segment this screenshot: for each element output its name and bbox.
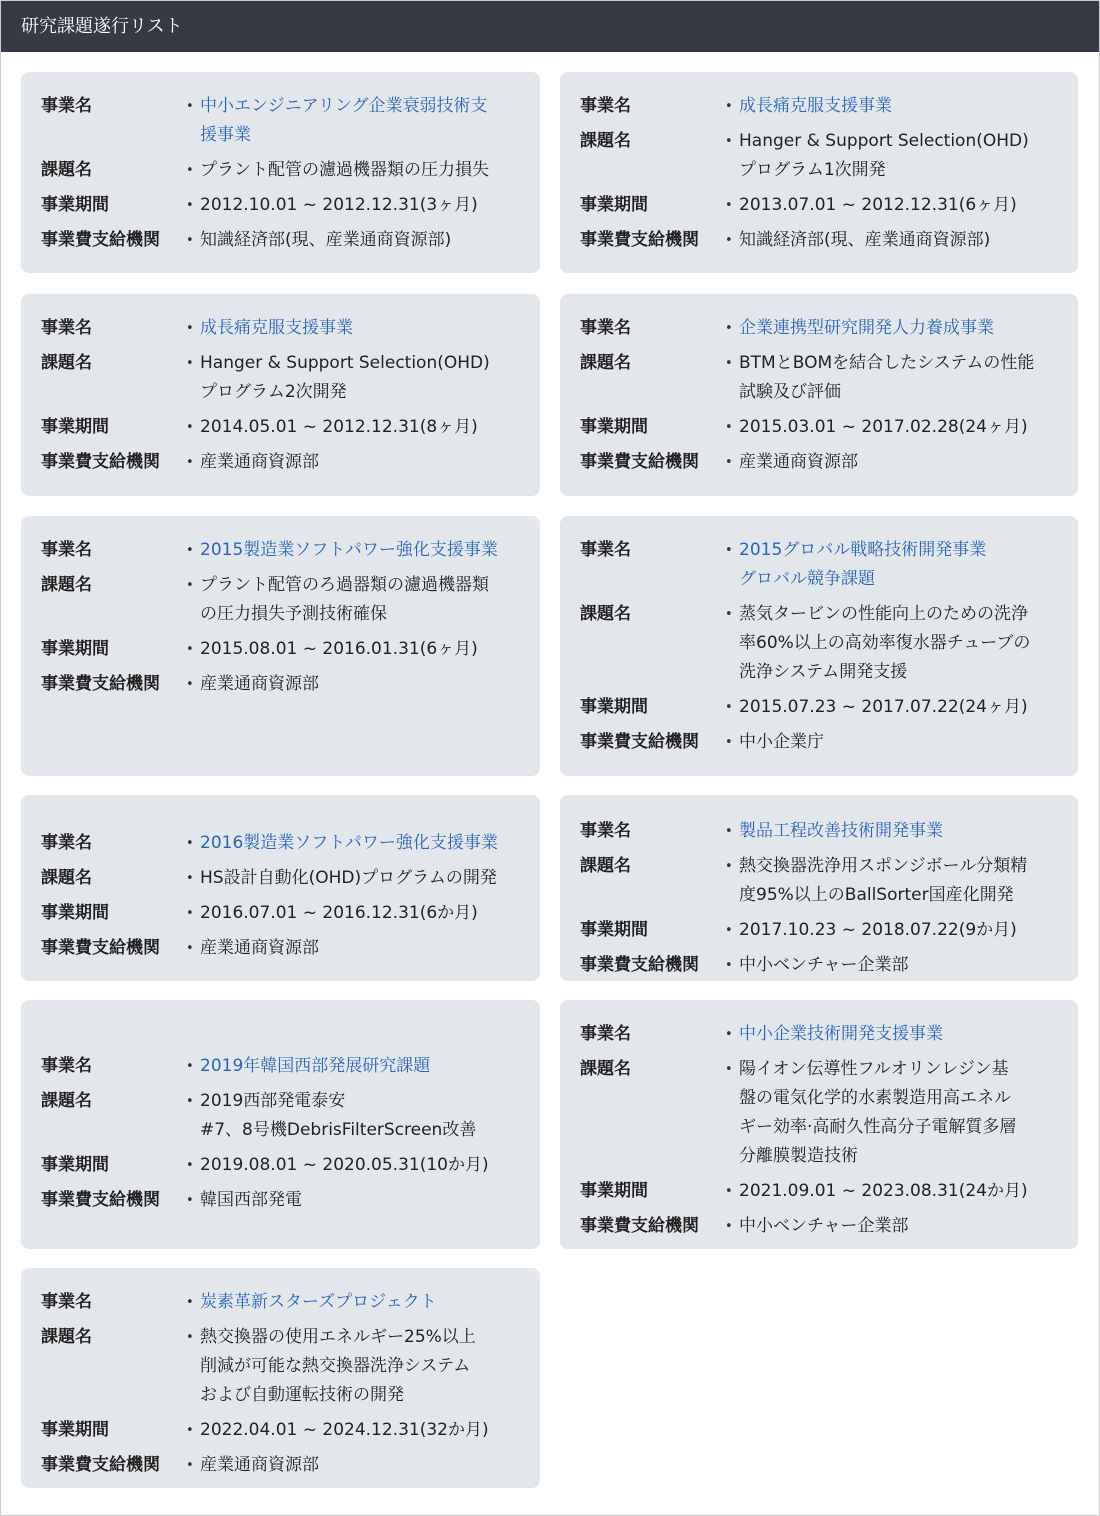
project-card	[21, 795, 540, 981]
period-value	[186, 191, 489, 226]
task-line: 度95%以上のBallSorter国産化開発	[739, 885, 1014, 905]
period-label: 事業期間	[580, 1181, 648, 1201]
business-row	[580, 536, 1030, 600]
period-value	[186, 1151, 489, 1186]
business-value[interactable]	[186, 1052, 489, 1087]
business-label: 事業名	[41, 540, 92, 560]
agency-text: 知識経済部(現、産業通商資源部)	[200, 230, 452, 250]
agency-text: 知識経済部(現、産業通商資源部)	[739, 230, 991, 250]
business-line: グロバル競争課題	[739, 569, 875, 589]
project-details	[41, 1288, 489, 1486]
task-line: 盤の電気化学的水素製造用高エネル	[739, 1088, 1011, 1108]
agency-value	[186, 934, 498, 969]
task-line: • HS設計自動化(OHD)プログラムの開発	[200, 868, 497, 888]
period-value	[725, 413, 1034, 448]
agency-value	[186, 1451, 489, 1486]
business-value[interactable]	[725, 536, 1030, 600]
agency-value	[186, 670, 498, 705]
period-text: 2019.08.01 ~ 2020.05.31(10か月)	[200, 1155, 489, 1175]
period-text: 2016.07.01 ~ 2016.12.31(6か月)	[200, 903, 478, 923]
business-value[interactable]	[186, 1288, 489, 1323]
period-row	[580, 1177, 1028, 1212]
task-row	[580, 127, 1029, 191]
project-card	[560, 516, 1078, 776]
project-details	[41, 314, 490, 483]
task-label: 課題名	[41, 1327, 92, 1347]
period-label: 事業期間	[41, 903, 109, 923]
period-row	[41, 413, 490, 448]
task-value	[186, 864, 498, 899]
agency-row	[580, 1212, 1028, 1247]
agency-text: 中小ベンチャー企業部	[739, 1216, 909, 1236]
task-label: 課題名	[41, 1091, 92, 1111]
period-row	[580, 413, 1034, 448]
agency-row	[41, 1186, 489, 1221]
task-line: • Hanger & Support Selection(OHD)	[200, 353, 490, 373]
business-value[interactable]	[186, 829, 498, 864]
business-row	[41, 1288, 489, 1323]
task-line: • 熱交換器の使用エネルギー25%以上	[200, 1327, 476, 1347]
period-label: 事業期間	[580, 920, 648, 940]
task-row	[41, 349, 490, 413]
project-card	[560, 294, 1078, 496]
project-card	[21, 1000, 540, 1249]
agency-row	[41, 934, 498, 969]
agency-text: 産業通商資源部	[200, 674, 319, 694]
agency-row	[580, 226, 1029, 261]
task-row	[41, 864, 498, 899]
task-line: プログラム2次開発	[200, 382, 347, 402]
task-row	[41, 571, 498, 635]
agency-value	[725, 951, 1027, 986]
task-line: 削減が可能な熱交換器洗浄システム	[200, 1356, 471, 1376]
agency-text: 産業通商資源部	[200, 1455, 319, 1475]
agency-label: 事業費支給機関	[580, 1216, 699, 1236]
agency-text: 産業通商資源部	[200, 938, 319, 958]
period-row	[41, 1151, 489, 1186]
task-label: 課題名	[580, 856, 631, 876]
agency-text: 中小ベンチャー企業部	[739, 955, 909, 975]
business-label: 事業名	[580, 96, 631, 116]
task-line: • 熱交換器洗浄用スポンジボール分類精	[739, 856, 1028, 876]
period-row	[41, 899, 498, 934]
period-text: 2015.03.01 ~ 2017.02.28(24ヶ月)	[739, 417, 1028, 437]
agency-value	[725, 226, 1029, 261]
agency-text: 中小企業庁	[739, 732, 824, 752]
task-row	[41, 1087, 489, 1151]
project-details	[41, 536, 498, 705]
agency-label: 事業費支給機関	[41, 1190, 160, 1210]
agency-label: 事業費支給機関	[41, 674, 160, 694]
business-value[interactable]	[725, 1020, 1028, 1055]
task-label: 課題名	[41, 160, 92, 180]
task-label: 課題名	[41, 868, 92, 888]
task-value	[186, 571, 498, 635]
business-label: 事業名	[41, 1056, 92, 1076]
agency-value	[186, 448, 490, 483]
task-label: 課題名	[580, 131, 631, 151]
task-value	[186, 1087, 489, 1151]
period-row	[41, 635, 498, 670]
business-line: • 炭素革新スターズプロジェクト	[200, 1292, 437, 1312]
period-value	[186, 1416, 489, 1451]
agency-label: 事業費支給機関	[41, 230, 160, 250]
agency-value	[725, 728, 1030, 763]
agency-label: 事業費支給機関	[580, 230, 699, 250]
period-label: 事業期間	[580, 195, 648, 215]
task-line: • 蒸気タービンの性能向上のための洗浄	[739, 604, 1028, 624]
task-label: 課題名	[41, 353, 92, 373]
business-line: • 製品工程改善技術開発事業	[739, 821, 943, 841]
project-details	[41, 829, 498, 969]
agency-label: 事業費支給機関	[41, 1455, 160, 1475]
project-details	[580, 817, 1027, 986]
task-value	[186, 1323, 489, 1416]
project-card	[21, 294, 540, 496]
period-value	[186, 899, 498, 934]
task-line: 洗浄システム開発支援	[739, 662, 908, 682]
business-row	[580, 1020, 1028, 1055]
agency-label: 事業費支給機関	[41, 452, 160, 472]
business-line: • 2015グロバル戦略技術開発事業	[739, 540, 987, 560]
business-label: 事業名	[580, 540, 631, 560]
project-card	[560, 795, 1078, 981]
agency-text: 産業通商資源部	[739, 452, 858, 472]
agency-label: 事業費支給機関	[580, 732, 699, 752]
business-line: • 2016製造業ソフトパワー強化支援事業	[200, 833, 498, 853]
task-line: 率60%以上の高効率復水器チューブの	[739, 633, 1031, 653]
period-text: 2015.07.23 ~ 2017.07.22(24ヶ月)	[739, 697, 1028, 717]
period-text: 2014.05.01 ~ 2012.12.31(8ヶ月)	[200, 417, 478, 437]
period-value	[725, 191, 1029, 226]
business-value[interactable]	[725, 314, 1034, 349]
business-label: 事業名	[580, 1024, 631, 1044]
period-value	[186, 413, 490, 448]
business-value[interactable]	[725, 817, 1027, 852]
task-row	[580, 852, 1027, 916]
task-line: • プラント配管の濾過機器類の圧力損失	[200, 160, 489, 180]
task-line: および自動運転技術の開発	[200, 1385, 404, 1405]
project-card	[21, 1268, 540, 1488]
agency-text: 産業通商資源部	[200, 452, 319, 472]
agency-value	[725, 1212, 1028, 1247]
project-details	[580, 314, 1034, 483]
business-label: 事業名	[580, 821, 631, 841]
period-label: 事業期間	[41, 195, 109, 215]
business-row	[41, 314, 490, 349]
business-row	[580, 92, 1029, 127]
period-value	[725, 916, 1027, 951]
page-title: 研究課題遂行リスト	[21, 16, 183, 37]
period-value	[725, 1177, 1028, 1212]
period-label: 事業期間	[580, 417, 648, 437]
project-details	[580, 1020, 1028, 1247]
task-label: 課題名	[41, 575, 92, 595]
period-text: 2021.09.01 ~ 2023.08.31(24か月)	[739, 1181, 1028, 1201]
agency-label: 事業費支給機関	[580, 452, 699, 472]
agency-label: 事業費支給機関	[580, 955, 699, 975]
period-row	[580, 693, 1030, 728]
business-line: • 成長痛克服支援事業	[739, 96, 892, 116]
period-row	[580, 916, 1027, 951]
business-value[interactable]	[186, 314, 490, 349]
period-label: 事業期間	[41, 1420, 109, 1440]
project-details	[41, 92, 489, 261]
period-row	[41, 191, 489, 226]
business-line: • 2015製造業ソフトパワー強化支援事業	[200, 540, 498, 560]
task-value	[725, 349, 1034, 413]
agency-row	[41, 448, 490, 483]
business-row	[41, 536, 498, 571]
task-label: 課題名	[580, 1059, 631, 1079]
business-value[interactable]	[186, 536, 498, 571]
business-label: 事業名	[41, 318, 92, 338]
task-line: プログラム1次開発	[739, 160, 886, 180]
project-card	[21, 516, 540, 776]
project-card	[560, 1000, 1078, 1249]
task-label: 課題名	[580, 353, 631, 373]
period-row	[580, 191, 1029, 226]
business-label: 事業名	[580, 318, 631, 338]
task-value	[725, 1055, 1028, 1177]
period-value	[186, 635, 498, 670]
page-header	[1, 1, 1099, 52]
business-label: 事業名	[41, 1292, 92, 1312]
agency-row	[580, 951, 1027, 986]
business-row	[41, 1052, 489, 1087]
agency-text: 韓国西部発電	[200, 1190, 302, 1210]
task-row	[580, 349, 1034, 413]
business-label: 事業名	[41, 96, 92, 116]
task-line: 試験及び評価	[739, 382, 841, 402]
agency-row	[580, 448, 1034, 483]
project-details	[41, 1052, 489, 1221]
task-line: 分離膜製造技術	[739, 1146, 858, 1166]
period-text: 2015.08.01 ~ 2016.01.31(6ヶ月)	[200, 639, 478, 659]
business-line: • 中小企業技術開発支援事業	[739, 1024, 943, 1044]
agency-row	[580, 728, 1030, 763]
period-label: 事業期間	[580, 697, 648, 717]
task-row	[41, 1323, 489, 1416]
task-value	[186, 349, 490, 413]
task-line: • 陽イオン伝導性フルオリンレジン基	[739, 1059, 1009, 1079]
business-value[interactable]	[186, 92, 489, 156]
agency-value	[186, 226, 489, 261]
business-row	[41, 829, 498, 864]
agency-value	[186, 1186, 489, 1221]
task-value	[725, 600, 1030, 693]
task-value	[186, 156, 489, 191]
project-details	[580, 536, 1030, 763]
agency-row	[41, 1451, 489, 1486]
business-line: 援事業	[200, 125, 251, 145]
task-row	[580, 1055, 1028, 1177]
period-text: 2017.10.23 ~ 2018.07.22(9か月)	[739, 920, 1017, 940]
project-card	[21, 72, 540, 273]
business-line: • 中小エンジニアリング企業衰弱技術支	[200, 96, 488, 116]
task-line: • Hanger & Support Selection(OHD)	[739, 131, 1029, 151]
task-line: • 2019西部発電泰安	[200, 1091, 346, 1111]
task-line: ギー効率·高耐久性高分子電解質多層	[739, 1117, 1017, 1137]
period-label: 事業期間	[41, 1155, 109, 1175]
period-label: 事業期間	[41, 639, 109, 659]
business-row	[41, 92, 489, 156]
business-row	[580, 817, 1027, 852]
task-line: • BTMとBOMを結合したシステムの性能	[739, 353, 1035, 373]
agency-row	[41, 226, 489, 261]
business-value[interactable]	[725, 92, 1029, 127]
business-row	[580, 314, 1034, 349]
period-text: 2012.10.01 ~ 2012.12.31(3ヶ月)	[200, 195, 478, 215]
business-line: • 企業連携型研究開発人力養成事業	[739, 318, 994, 338]
business-line: • 2019年韓国西部発展研究課題	[200, 1056, 431, 1076]
business-line: • 成長痛克服支援事業	[200, 318, 353, 338]
business-label: 事業名	[41, 833, 92, 853]
task-value	[725, 852, 1027, 916]
period-value	[725, 693, 1030, 728]
project-details	[580, 92, 1029, 261]
task-value	[725, 127, 1029, 191]
agency-label: 事業費支給機関	[41, 938, 160, 958]
task-line: #7、8号機DebrisFilterScreen改善	[200, 1120, 477, 1140]
project-card	[560, 72, 1078, 273]
agency-row	[41, 670, 498, 705]
agency-value	[725, 448, 1034, 483]
task-row	[580, 600, 1030, 693]
period-label: 事業期間	[41, 417, 109, 437]
task-line: の圧力損失予測技術確保	[200, 604, 387, 624]
task-line: • プラント配管のろ過器類の濾過機器類	[200, 575, 489, 595]
period-text: 2022.04.01 ~ 2024.12.31(32か月)	[200, 1420, 489, 1440]
task-label: 課題名	[580, 604, 631, 624]
period-text: 2013.07.01 ~ 2012.12.31(6ヶ月)	[739, 195, 1017, 215]
period-row	[41, 1416, 489, 1451]
task-row	[41, 156, 489, 191]
